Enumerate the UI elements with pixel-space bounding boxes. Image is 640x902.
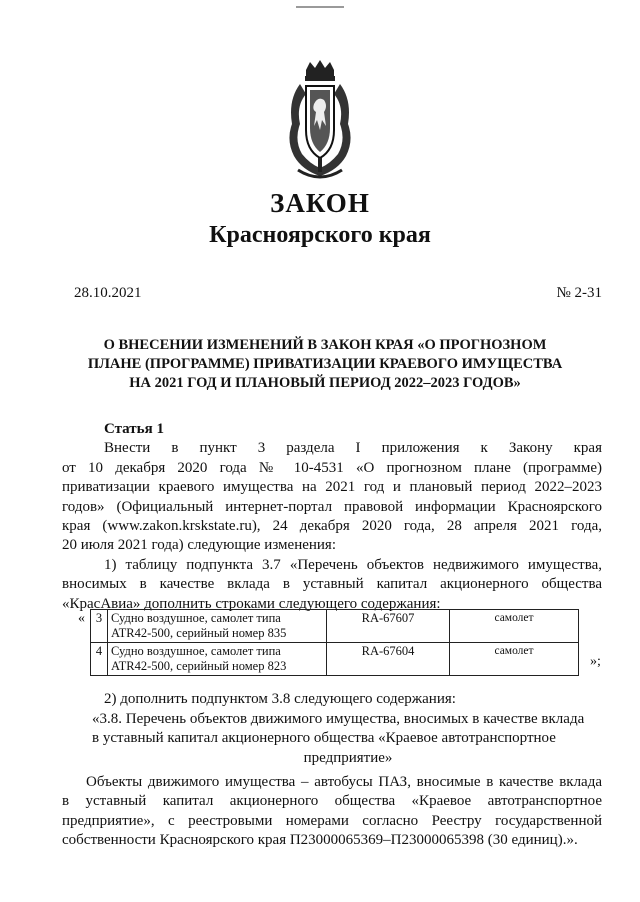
document-type-title: ЗАКОН: [270, 188, 370, 218]
item-2: [62, 690, 602, 709]
law-title-line: НА 2021 ГОД И ПЛАНОВЫЙ ПЕРИОД 2022–2023 ГОДОВ»: [129, 375, 521, 391]
document-date: 28.10.2021: [74, 285, 142, 301]
text-line: «КрасАвиа» дополнить строками следующего содержания:: [62, 595, 441, 612]
law-title: [60, 336, 590, 393]
text-line: приватизации краевого имущества на 2021 год и плановый период 2022–2023: [62, 479, 602, 496]
cell-number: 3: [91, 610, 108, 643]
text-line: 1) таблицу подпункта 3.7 «Перечень объектов недвижимого имущества,: [104, 556, 602, 573]
cell-description: [108, 643, 327, 676]
text-line: Объекты движимого имущества – автобусы ПАЗ, вносимые в качестве вклада: [86, 774, 602, 790]
cell-number: 4: [91, 643, 108, 676]
aircraft-table: [90, 609, 579, 676]
cell-registration: RA-67607: [327, 610, 450, 643]
document-number: № 2-31: [556, 285, 602, 301]
text-line: края (www.zakon.krskstate.ru), 24 декабря 2020 года, 28 апреля 2021 года,: [62, 518, 602, 535]
cell-type: самолет: [450, 610, 579, 643]
text-line: от 10 декабря 2020 года № 10-4531 «О прогнозном плане (программе): [62, 459, 602, 476]
subclause-3-8: [92, 710, 604, 768]
table-row: [91, 610, 579, 643]
table-row: [91, 643, 579, 676]
description-line: Судно воздушное, самолет типа: [111, 644, 281, 658]
text-line: предприятие»: [303, 749, 393, 766]
text-line: в уставный капитал акционерного общества «Краевое автотранспортное: [62, 793, 602, 810]
text-line: годов» (Официальный интернет-портал правовой информации Красноярского: [62, 498, 602, 515]
article-1: [62, 420, 602, 614]
final-paragraph: [62, 773, 602, 851]
issuer-subtitle: Красноярского края: [209, 222, 431, 248]
cell-type: самолет: [450, 643, 579, 676]
text-line: в уставный капитал акционерного общества «Краевое автотранспортное: [92, 730, 556, 747]
law-title-line: ПЛАНЕ (ПРОГРАММЕ) ПРИВАТИЗАЦИИ КРАЕВОГО ИМУЩЕСТВА: [87, 356, 563, 372]
cell-registration: RA-67604: [327, 643, 450, 676]
krasnoyarsk-coat-of-arms-icon: [280, 60, 360, 184]
text-line: вносимых в качестве вклада в уставный капитал акционерного общества: [62, 576, 602, 593]
text-line: 20 июля 2021 года) следующие изменения:: [62, 537, 336, 554]
text-line: предприятие», с реестровыми номерами согласно Реестру государственной: [62, 812, 602, 829]
law-title-line: О ВНЕСЕНИИ ИЗМЕНЕНИЙ В ЗАКОН КРАЯ «О ПРОГНОЗНОМ: [103, 337, 547, 353]
text-line: Внести в пункт 3 раздела I приложения к Закону края: [104, 440, 602, 457]
description-line: Судно воздушное, самолет типа: [111, 611, 281, 625]
scan-mark: [296, 6, 344, 8]
table-close-quote: »;: [590, 654, 601, 669]
description-line: ATR42-500, серийный номер 823: [111, 659, 287, 673]
text-line: собственности Красноярского края П23000065369–П23000065398 (30 единиц).».: [62, 832, 578, 849]
description-line: ATR42-500, серийный номер 835: [111, 626, 287, 640]
article-heading: Статья 1: [104, 421, 164, 437]
table-open-quote: «: [78, 611, 85, 626]
text-line: 2) дополнить подпунктом 3.8 следующего содержания:: [104, 691, 456, 707]
cell-description: [108, 610, 327, 643]
text-line: «3.8. Перечень объектов движимого имущества, вносимых в качестве вклада: [92, 711, 585, 727]
